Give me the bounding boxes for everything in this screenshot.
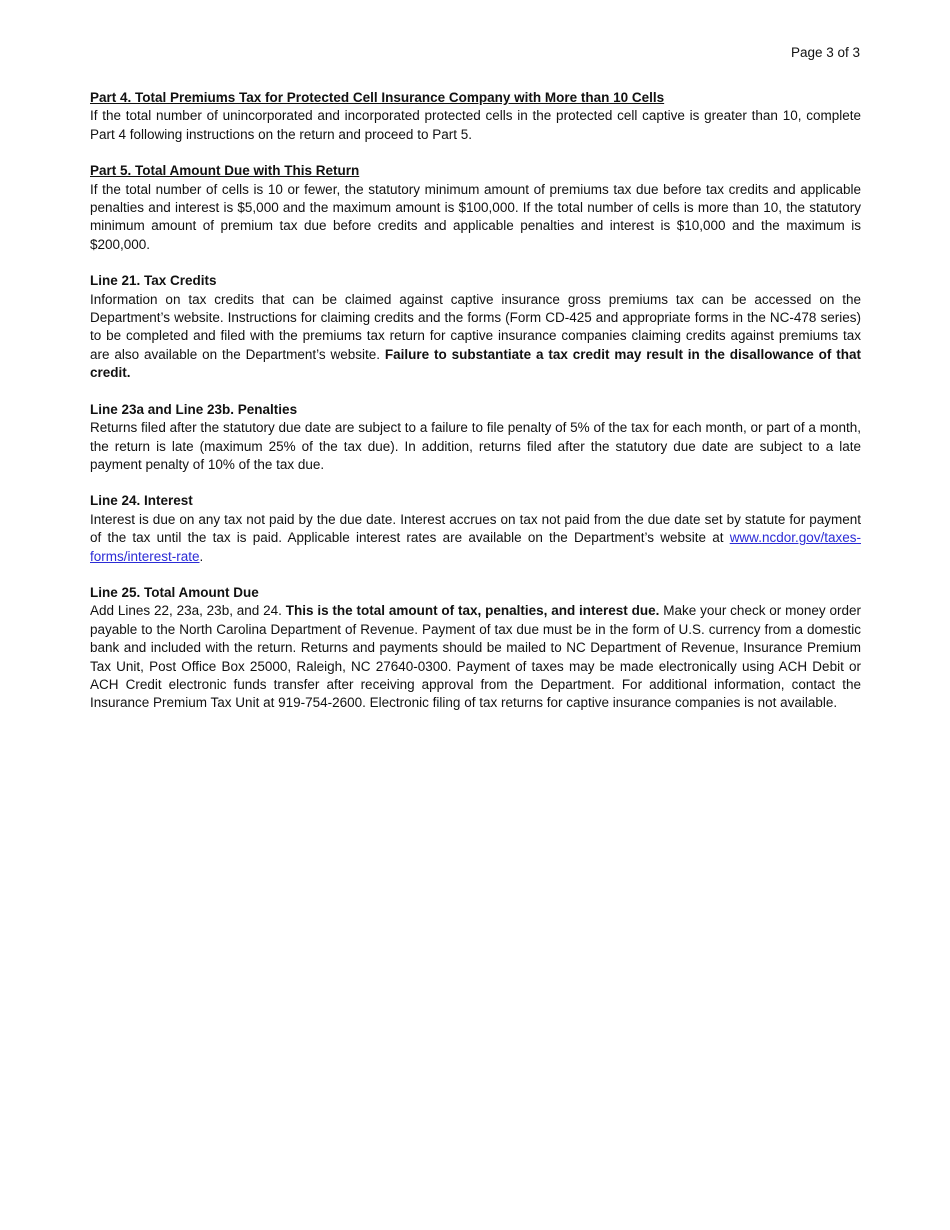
bold-statement: This is the total amount of tax, penalties, and interest due. [285, 603, 660, 619]
interest-rate-link[interactable]: www.ncdor.gov/taxes-forms/interest-rate [90, 530, 861, 564]
text-run: Interest is due on any tax not paid by the due date. Interest accrues on tax not paid from the due date set by statute for payment of the tax until the tax is paid. Applicable interest rates are available on the Department’s website at [90, 511, 861, 546]
page-number: Page 3 of 3 [790, 45, 860, 60]
text-run: Information on tax credits that can be claimed against captive insurance gross premiums tax can be accessed on the Department’s website. Instructions for claiming credits and the forms (Form CD-425 and appropriate forms in the NC-478 series) to be completed and filed with the premiums tax return for captive insurance companies claiming credits against premiums tax are also available on the Department’s website. [90, 291, 861, 362]
section-heading: Line 21. Tax Credits [90, 273, 217, 289]
text-run: Make your check or money order payable to the North Carolina Department of Revenue. Payment of tax due must be in the form of U.S. currency from a domestic bank and included with the return. Returns and payments should be mailed to NC Department of Revenue, Insurance Premium Tax Unit, Post Office Box 25000, Raleigh, NC 27640-0300. Payment of taxes may be made electronically using ACH Debit or ACH Credit electronic funds transfer after receiving approval from the Department. For additional information, contact the Insurance Premium Tax Unit at 919-754-2600. Electronic filing of tax returns for captive insurance companies is not available. [90, 603, 861, 711]
section-text: Returns filed after the statutory due date are subject to a failure to file penalty of 5% of the tax for each month, or part of a month, the return is late (maximum 25% of the tax due). In addition, returns filed after the statutory due date are subject to a late payment penalty of 10% of the tax due. [90, 420, 861, 472]
section-text [90, 291, 861, 383]
section-line-23 [90, 401, 861, 475]
section-part-5 [90, 162, 861, 254]
section-line-24 [90, 492, 861, 566]
text-run: Add Lines 22, 23a, 23b, and 24. [90, 603, 286, 619]
section-part-4 [90, 89, 861, 144]
section-text: If the total number of unincorporated and incorporated protected cells in the protected cell captive is greater than 10, complete Part 4 following instructions on the return and proceed to Part 5. [90, 108, 861, 142]
document-body [90, 89, 861, 731]
section-heading: Line 23a and Line 23b. Penalties [90, 401, 298, 417]
section-text: If the total number of cells is 10 or fewer, the statutory minimum amount of premiums tax due before tax credits and applicable penalties and interest is $5,000 and the maximum amount is $100,000. If the total number of cells is more than 10, the statutory minimum amount of premium tax due before credits and applicable penalties and interest is $10,000 and the maximum is $200,000. [90, 181, 861, 252]
section-text [90, 511, 861, 566]
section-heading: Line 25. Total Amount Due [90, 584, 259, 600]
section-text [90, 602, 861, 712]
bold-warning: Failure to substantiate a tax credit may result in the disallowance of that credit. [90, 346, 861, 381]
section-line-21 [90, 272, 861, 382]
text-run: . [199, 548, 204, 564]
section-line-25 [90, 584, 861, 713]
section-heading: Part 5. Total Amount Due with This Return [90, 163, 360, 179]
section-heading: Part 4. Total Premiums Tax for Protected Cell Insurance Company with More than 10 Cells [90, 90, 665, 105]
section-heading: Line 24. Interest [90, 493, 193, 509]
